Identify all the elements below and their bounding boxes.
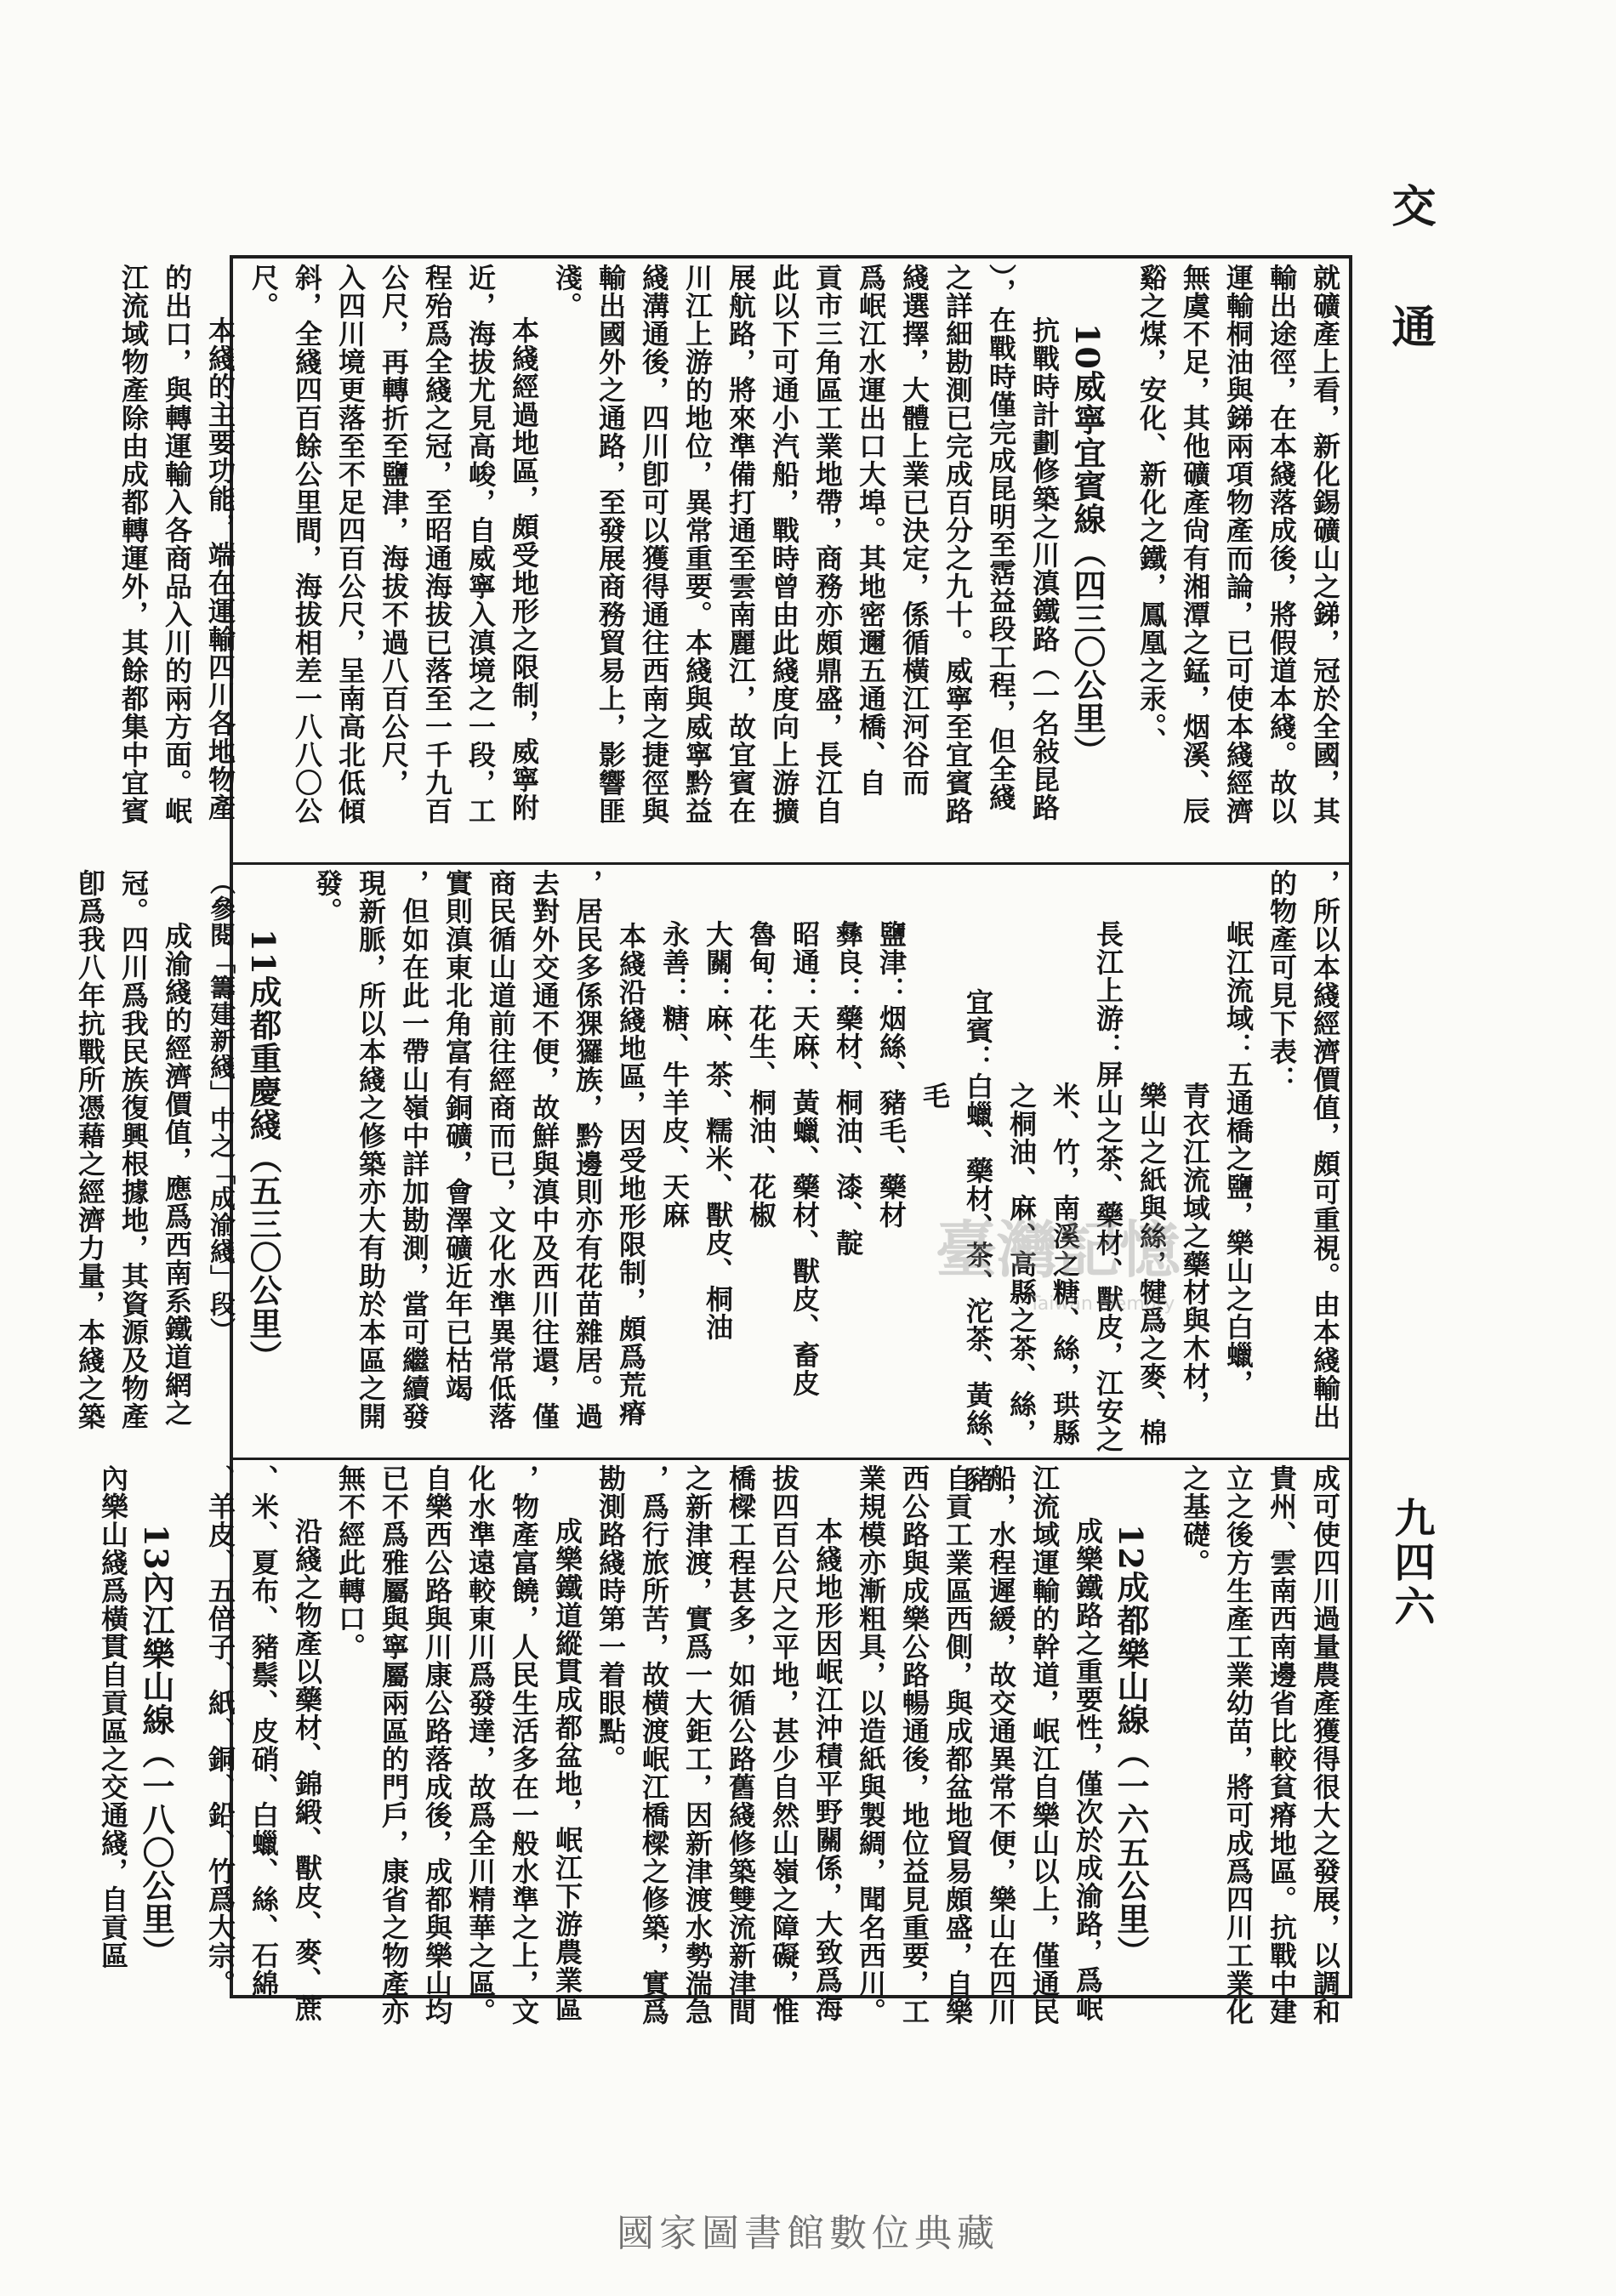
watermark-text: 臺灣記憶 xyxy=(936,1213,1181,1286)
text-column: 淺。 xyxy=(551,264,583,320)
text-column: 宜賓：白蠟、藥材、茶、沱茶、黃絲、豬 xyxy=(962,988,994,1493)
text-column: 橋樑工程甚多，如循公路舊綫修築雙流新津間 xyxy=(725,1464,757,2026)
text-column: 化水準遠較東川爲發達，故爲全川精華之區。 xyxy=(464,1464,497,2026)
text-column: （參閱「籌建新綫」中之「成渝綫」段） xyxy=(205,869,235,1344)
text-tier-1 xyxy=(117,264,1342,859)
text-column: 去對外交通不便，故鮮與滇中及西川往還，僅 xyxy=(528,869,560,1430)
text-column: 運輸桐油與銻兩項物產而論，已可使本綫經濟 xyxy=(1222,264,1255,825)
text-column: 就礦產上看，新化錫礦山之銻，冠於全國，其 xyxy=(1309,264,1341,825)
taiwan-memory-watermark xyxy=(927,1191,1284,1335)
text-column: 沿綫之物產以藥材、錦緞、獸皮、麥、蔗 xyxy=(291,1517,323,2022)
text-column: 綫溝通後，四川卽可以獲得通往西南之捷徑與 xyxy=(638,264,670,825)
text-column: 川江上游的地位，異常重要。本綫與威寧黔益 xyxy=(681,264,714,825)
text-column: 抗戰時計劃修築之川滇鐵路（一名敍昆路 xyxy=(1028,316,1061,821)
text-column: 貴州、雲南西南邊省比較貧瘠地區。抗戰中建 xyxy=(1266,1464,1298,2026)
text-column: 輸出途徑，在本綫落成後，將假道本綫。故以 xyxy=(1266,264,1298,825)
text-column: 、米、夏布、豬鬃、皮硝、白蠟、絲、石綿 xyxy=(248,1464,280,1998)
text-column: 彝良：藥材、桐油、漆、靛 xyxy=(832,920,864,1257)
page-number: 九四六 xyxy=(1387,1497,1435,1629)
text-column: 西公路與成樂公路暢通後，地位益見重要，工 xyxy=(898,1464,930,2026)
text-column: 勘測路綫時第一着眼點。 xyxy=(595,1464,627,1773)
text-column: 本綫的主要功能，端在運輸四川各地物產 xyxy=(204,316,236,821)
text-column: 斜，全綫四百餘公里間，海拔相差一八八〇公 xyxy=(291,264,323,825)
text-column: 成樂鐵路之重要性，僅次於成渝路，爲岷 xyxy=(1072,1517,1104,2022)
section-heading-11: 11成都重慶綫（五三〇公里） xyxy=(244,929,282,1373)
text-column: 之詳細勘測已完成百分之九十。威寧至宜賓路 xyxy=(942,264,974,825)
library-footer: 國家圖書館數位典藏 xyxy=(617,2212,999,2255)
text-column: 成樂鐵道縱貫成都盆地，岷江下游農業區 xyxy=(551,1517,583,2022)
text-column: 之基礎。 xyxy=(1179,1464,1211,1577)
text-column: 江流域物產除由成都轉運外，其餘都集中宜賓 xyxy=(117,264,150,825)
watermark-subtext: Taiwan Memory xyxy=(1029,1293,1175,1315)
column-spacer xyxy=(1113,264,1125,859)
text-column: 程殆爲全綫之冠，至昭通海拔已落至一千九百 xyxy=(421,264,453,825)
text-column: ，居民多係猓玀族，黔邊則亦有花苗雜居。過 xyxy=(572,869,604,1430)
text-column: 拔四百公尺之平地，甚少自然山嶺之障礙，惟 xyxy=(768,1464,800,2026)
text-column: 本綫經過地區，頗受地形之限制，威寧附 xyxy=(508,316,540,821)
text-column: 商民循山道前往經商而已，文化水準異常低落 xyxy=(485,869,517,1430)
text-column: 貢市三角區工業地帶，商務亦頗鼎盛，長江自 xyxy=(811,264,844,825)
text-column: 自貢工業區西側，與成都盆地貿易頗盛，自樂 xyxy=(942,1464,974,2026)
text-column: 輸出國外之通路，至發展商務貿易上，影響匪 xyxy=(595,264,627,825)
text-column: 青衣江流域之藥材與木材， xyxy=(1179,1082,1211,1418)
text-column: ，物產富饒，人民生活多在一般水準之上，文 xyxy=(508,1464,540,2026)
text-column: 本綫沿綫地區，因受地形限制，頗爲荒瘠 xyxy=(615,922,647,1427)
text-column: 入四川境更落至不足四百公尺，呈南高北低傾 xyxy=(334,264,367,825)
column-spacer xyxy=(289,869,301,1456)
text-column: 昭通：天麻、黃蠟、藥材、獸皮、畜皮 xyxy=(788,920,821,1397)
text-column: 本綫地形因岷江沖積平野關係，大致爲海 xyxy=(811,1517,844,2022)
section-heading-12: 12成都樂山線（一六五公里） xyxy=(1112,1524,1150,1969)
text-column: 長江上游：屏山之茶、藥材、獸皮，江安之 xyxy=(1092,920,1124,1453)
text-column: 立之後方生產工業幼苗，將可成爲四川工業化 xyxy=(1222,1464,1255,2026)
text-column: 的物產可見下表： xyxy=(1266,869,1298,1094)
text-column: ，爲行旅所苦，故横渡岷江橋樑之修築，實爲 xyxy=(638,1464,670,2026)
text-column: 自樂西公路與川康公路落成後，成都與樂山均 xyxy=(421,1464,453,2026)
text-tier-3 xyxy=(97,1464,1342,2026)
text-column: ，但如在此一帶山嶺中詳加勘測，當可繼續發 xyxy=(398,869,430,1430)
text-column: 成可使四川過量農產獲得很大之發展，以調和 xyxy=(1309,1464,1341,2026)
text-column: 永善：糖、牛羊皮、天麻 xyxy=(658,920,691,1229)
text-column: ，所以本綫經濟價值，頗可重視。由本綫輸出 xyxy=(1309,869,1341,1430)
tier-divider-1 xyxy=(230,862,1352,865)
text-column: 、羊皮、五倍子、紙、銅、鉛、竹爲大宗。 xyxy=(204,1464,236,1998)
text-column: 展航路，將來準備打通至雲南麗江，故宜賓在 xyxy=(725,264,757,825)
text-column: 米、竹，南溪之糖、絲，珙縣 xyxy=(1049,1082,1081,1446)
tier-divider-2 xyxy=(230,1458,1352,1460)
text-column: 實則滇東北角富有銅礦，會澤礦近年已枯竭 xyxy=(441,869,474,1402)
text-column: 此以下可通小汽船，戰時曾由此綫度向上游擴 xyxy=(768,264,800,825)
text-column: 成渝綫的經濟價值，應爲西南系鐵道網之 xyxy=(161,922,193,1427)
text-column: 的出口，與轉運輸入各商品入川的兩方面。岷 xyxy=(161,264,193,825)
text-column: 樂山之紙與絲，犍爲之麥、棉 xyxy=(1135,1082,1168,1446)
text-column: 綫選擇，大體上業已決定，係循橫江河谷而 xyxy=(898,264,930,797)
text-column: 岷江流域：五通橋之鹽，樂山之白蠟， xyxy=(1222,920,1255,1397)
text-column: 已不爲雅屬與寧屬兩區的門戶，康省之物產亦 xyxy=(378,1464,410,2026)
text-column: 發。 xyxy=(311,869,344,925)
text-column: 爲岷江水運出口大埠。其地密邇五通橋、自 xyxy=(855,264,887,797)
column-spacer xyxy=(1157,1464,1169,1990)
text-column: 公尺，再轉折至鹽津，海拔不過八百公尺， xyxy=(378,264,410,797)
text-column: 內樂山綫爲橫貫自貢區之交通綫，自貢區 xyxy=(97,1464,129,1969)
text-column: 鹽津：烟絲、豬毛、藥材 xyxy=(875,920,908,1229)
section-heading-13: 13內江樂山線（一八〇公里） xyxy=(137,1524,175,1969)
text-column: 無不經此轉口。 xyxy=(334,1464,367,1661)
text-column: 江流域運輸的幹道，岷江自樂山以上，僅通民 xyxy=(1028,1464,1061,2026)
text-column: 毛 xyxy=(919,1082,951,1110)
text-column: 卽爲我八年抗戰所憑藉之經濟力量，本綫之築 xyxy=(74,869,106,1430)
running-title: 交通 xyxy=(1384,183,1436,424)
text-column: 業規模亦漸粗具，以造紙與製綢，聞名西川。 xyxy=(855,1464,887,2026)
text-column: 魯甸：花生、桐油、花椒 xyxy=(745,920,777,1229)
text-column: ），在戰時僅完成昆明至霑益段工程，但全綫 xyxy=(985,264,1017,811)
column-spacer xyxy=(182,1464,194,1990)
text-column: 冠。四川爲我民族復興根據地，其資源及物產 xyxy=(117,869,150,1430)
text-column: 船，水程遲緩，故交通異常不便，樂山在四川 xyxy=(985,1464,1017,2026)
text-column: 尺。 xyxy=(248,264,280,320)
text-column: 大關：麻、茶、糯米、獸皮、桐油 xyxy=(702,920,734,1341)
text-column: 現新脈，所以本綫之修築亦大有助於本區之開 xyxy=(355,869,387,1430)
text-column: 谿之煤，安化、新化之鐵，鳳凰之汞。、 xyxy=(1135,264,1168,755)
text-column: 之新津渡，實爲一大鉅工，因新津渡水勢湍急 xyxy=(681,1464,714,2026)
text-column: 之桐油、麻、高縣之茶、絲， xyxy=(1005,1082,1038,1446)
section-heading-10: 10威寧宜賓線（四三〇公里） xyxy=(1068,323,1107,768)
text-tier-2 xyxy=(74,869,1342,1493)
text-column: 無虞不足，其他礦產尙有湘潭之錳，烟溪、辰 xyxy=(1179,264,1211,825)
text-column: 近，海拔尤見高峻，自威寧入滇境之一段，工 xyxy=(464,264,497,825)
